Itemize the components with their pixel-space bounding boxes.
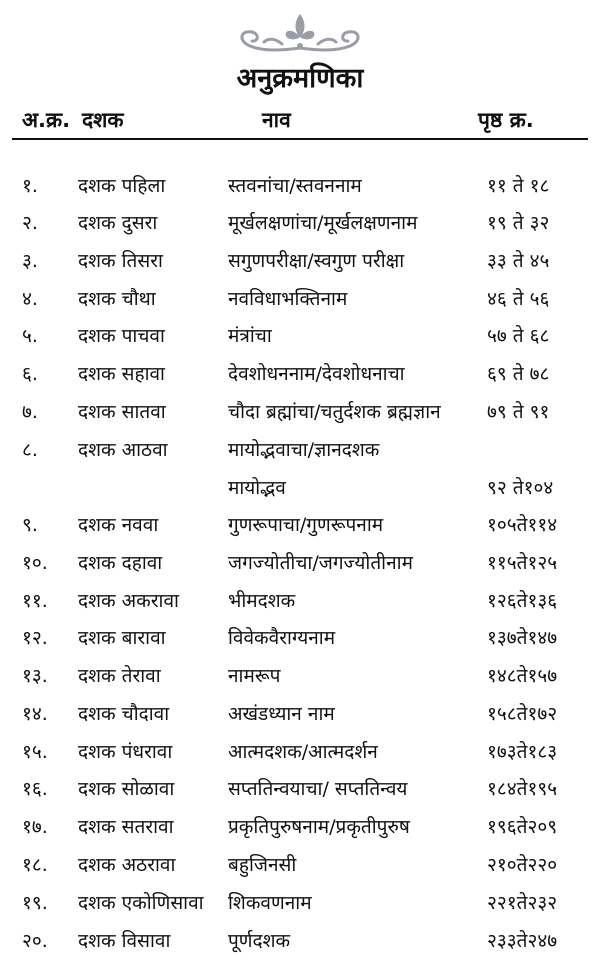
row-dashak: दशक नववा	[78, 514, 159, 536]
row-name: नामरूप	[228, 665, 281, 687]
contents-row	[0, 356, 600, 392]
row-dashak: दशक दहावा	[78, 552, 163, 574]
row-page-range: १३७ते१४७	[487, 627, 558, 649]
row-page-range: ११ ते १८	[487, 175, 550, 197]
contents-row	[0, 771, 600, 807]
row-dashak: दशक विसावा	[78, 930, 171, 952]
header-name: नाव	[262, 108, 291, 132]
row-dashak: दशक अठरावा	[78, 854, 176, 876]
row-name: शिकवणनाम	[228, 892, 312, 914]
row-serial-no: १५.	[22, 741, 48, 763]
contents-row	[0, 432, 600, 468]
row-serial-no: १३.	[22, 665, 48, 687]
row-serial-no: १.	[22, 175, 38, 197]
row-name: पूर्णदशक	[228, 930, 291, 952]
row-dashak: दशक आठवा	[78, 439, 168, 461]
row-serial-no: १२.	[22, 627, 48, 649]
row-dashak: दशक सहावा	[78, 363, 165, 385]
row-serial-no: ९.	[22, 514, 38, 536]
row-serial-no: १६.	[22, 778, 48, 800]
row-name: सगुणपरीक्षा/स्वगुण परीक्षा	[228, 250, 405, 272]
row-name: चौदा ब्रह्मांचा/चतुर्दशक ब्रह्मज्ञान	[228, 401, 441, 423]
row-page-range: १९६ते२०९	[487, 816, 558, 838]
row-dashak: दशक एकोणिसावा	[78, 892, 204, 914]
row-dashak: दशक चौदावा	[78, 703, 170, 725]
row-page-range: १८४ते१९५	[487, 778, 558, 800]
contents-row	[0, 394, 600, 430]
row-name: विवेकवैराग्यनाम	[228, 627, 336, 649]
row-page-range: १४८ते१५७	[487, 665, 558, 687]
contents-row	[0, 696, 600, 732]
row-name: मंत्रांचा	[228, 325, 272, 347]
row-serial-no: ३.	[22, 250, 38, 272]
row-page-range: ११५ते१२५	[487, 552, 558, 574]
row-page-range: २१०ते२२०	[487, 854, 558, 876]
row-page-range: २२१ते२३२	[487, 892, 558, 914]
row-name: भीमदशक	[228, 590, 296, 612]
row-name: गुणरूपाचा/गुणरूपनाम	[228, 514, 384, 536]
contents-row	[0, 583, 600, 619]
row-dashak: दशक चौथा	[78, 288, 156, 310]
contents-row	[0, 205, 600, 241]
row-name: आत्मदशक/आत्मदर्शन	[228, 741, 378, 763]
header-serial-no: अ.क्र.	[22, 108, 71, 132]
decorative-fleuron-icon	[230, 8, 370, 58]
contents-row	[0, 734, 600, 770]
contents-row	[0, 243, 600, 279]
contents-row	[0, 923, 600, 959]
row-page-range: ५७ ते ६८	[487, 325, 550, 347]
row-dashak: दशक पंधरावा	[78, 741, 173, 763]
page-title: अनुक्रमणिका	[236, 63, 364, 94]
row-serial-no: २०.	[22, 930, 48, 952]
contents-row	[0, 809, 600, 845]
row-serial-no: ६.	[22, 363, 38, 385]
contents-row	[0, 318, 600, 354]
row-page-range: १७३ते१८३	[487, 741, 558, 763]
contents-row	[0, 847, 600, 883]
contents-row	[0, 658, 600, 694]
row-dashak: दशक तिसरा	[78, 250, 163, 272]
row-page-range: १०५ते११४	[487, 514, 558, 536]
row-page-range: ६९ ते ७८	[487, 363, 550, 385]
row-page-range: ४६ ते ५६	[487, 288, 550, 310]
row-dashak: दशक बारावा	[78, 627, 166, 649]
row-serial-no: ११.	[22, 590, 48, 612]
header-divider	[12, 138, 588, 140]
row-serial-no: ५.	[22, 325, 38, 347]
row-serial-no: १०.	[22, 552, 48, 574]
row-page-range: १९ ते ३२	[487, 212, 550, 234]
contents-row	[0, 281, 600, 317]
row-page-range: १५८ते१७२	[487, 703, 558, 725]
row-serial-no: ४.	[22, 288, 38, 310]
row-dashak: दशक सोळावा	[78, 778, 175, 800]
row-name: बहुजिनसी	[228, 854, 297, 876]
row-name: जगज्योतीचा/जगज्योतीनाम	[228, 552, 413, 574]
row-serial-no: ७.	[22, 401, 38, 423]
row-name: स्तवनांचा/स्तवननाम	[228, 175, 362, 197]
row-serial-no: १४.	[22, 703, 48, 725]
row-dashak: दशक दुसरा	[78, 212, 158, 234]
row-dashak: दशक तेरावा	[78, 665, 161, 687]
row-serial-no: १८.	[22, 854, 48, 876]
row-dashak: दशक पहिला	[78, 175, 166, 197]
row-page-range: २३३ते२४७	[487, 930, 558, 952]
row-page-range: ७९ ते ९१	[487, 401, 550, 423]
row-name: मायोद्भव	[228, 477, 286, 499]
row-name: मूर्खलक्षणांचा/मूर्खलक्षणनाम	[228, 212, 418, 234]
row-name: प्रकृतिपुरुषनाम/प्रकृतीपुरुष	[228, 816, 410, 838]
row-dashak: दशक सातवा	[78, 401, 166, 423]
row-name: देवशोधननाम/देवशोधनाचा	[228, 363, 405, 385]
row-page-range: १२६ते१३६	[487, 590, 558, 612]
row-name: सप्ततिन्वयाचा/ सप्ततिन्वय	[228, 778, 408, 800]
header-page-no: पृष्ठ क्र.	[478, 108, 534, 132]
row-serial-no: १९.	[22, 892, 48, 914]
header-dashak: दशक	[82, 108, 124, 132]
row-page-range: ९२ ते१०४	[487, 477, 554, 499]
contents-row	[0, 168, 600, 204]
row-serial-no: १७.	[22, 816, 48, 838]
contents-row	[0, 470, 600, 506]
row-dashak: दशक अकरावा	[78, 590, 179, 612]
row-name: अखंडध्यान नाम	[228, 703, 335, 725]
row-dashak: दशक सतरावा	[78, 816, 174, 838]
contents-row	[0, 620, 600, 656]
contents-row	[0, 885, 600, 921]
row-name: नवविधाभक्तिनाम	[228, 288, 348, 310]
contents-row	[0, 507, 600, 543]
row-page-range: ३३ ते ४५	[487, 250, 550, 272]
row-dashak: दशक पाचवा	[78, 325, 165, 347]
row-name: मायोद्भवाचा/ज्ञानदशक	[228, 439, 380, 461]
row-serial-no: ८.	[22, 439, 38, 461]
contents-row	[0, 545, 600, 581]
row-serial-no: २.	[22, 212, 38, 234]
